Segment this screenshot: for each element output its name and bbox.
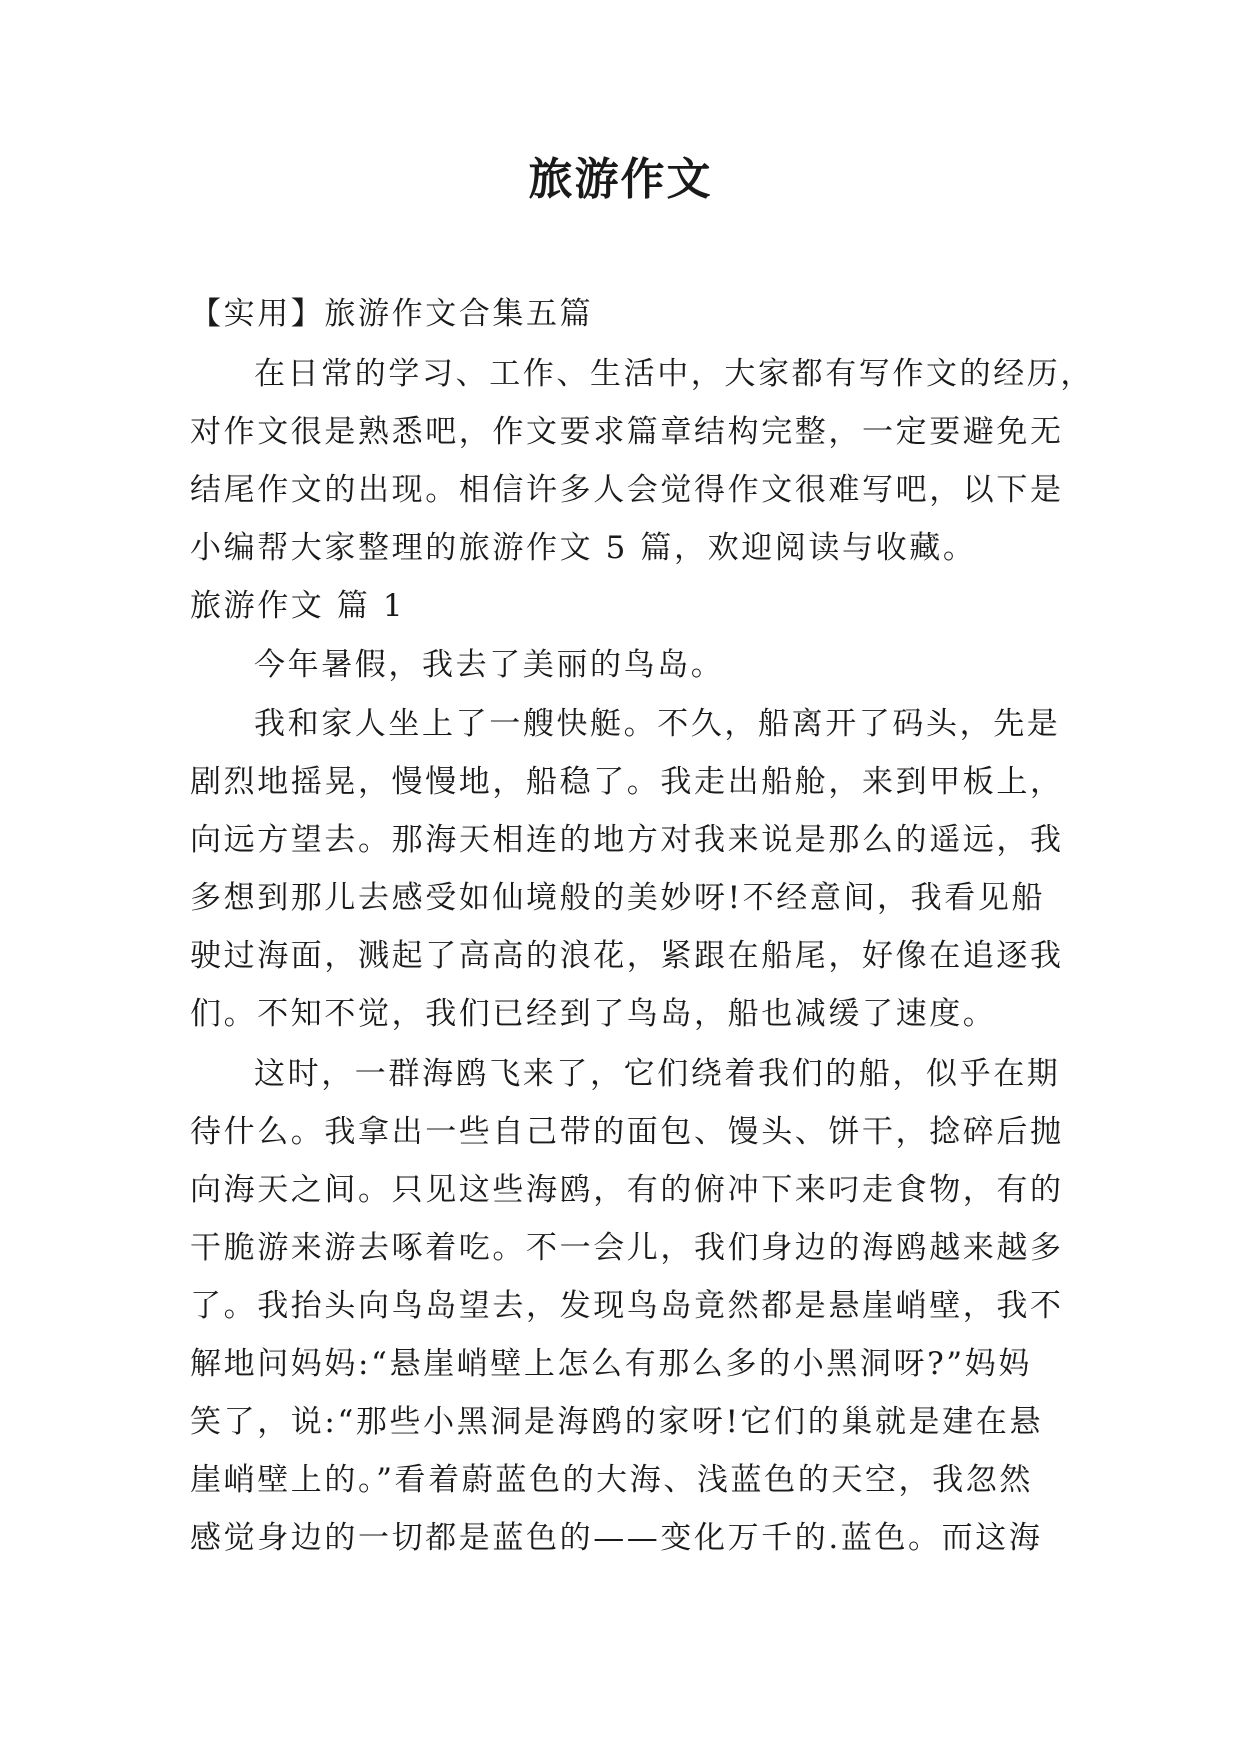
text-line: 驶过海面，溅起了高高的浪花，紧跟在船尾，好像在追逐我 — [190, 938, 1064, 974]
text-line: 们。不知不觉，我们已经到了鸟岛，船也减缓了速度。 — [190, 996, 997, 1032]
text-line: 崖峭壁上的。”看着蔚蓝色的大海、浅蓝色的天空，我忽然 — [190, 1462, 1033, 1498]
section-heading: 旅游作文 篇 1 — [190, 588, 406, 624]
text-line: 对作文很是熟悉吧，作文要求篇章结构完整，一定要避免无 — [190, 414, 1064, 450]
text-line: 结尾作文的出现。相信许多人会觉得作文很难写吧，以下是 — [190, 472, 1064, 508]
text-line: 我和家人坐上了一艘快艇。不久，船离开了码头，先是 — [254, 706, 1061, 742]
text-line: 向海天之间。只见这些海鸥，有的俯冲下来叼走食物，有的 — [190, 1172, 1064, 1208]
document-title: 旅游作文 — [528, 154, 713, 205]
text-line: 了。我抬头向鸟岛望去，发现鸟岛竟然都是悬崖峭壁，我不 — [190, 1288, 1064, 1324]
text-line: 干脆游来游去啄着吃。不一会儿，我们身边的海鸥越来越多 — [190, 1230, 1064, 1266]
text-line: 多想到那儿去感受如仙境般的美妙呀!不经意间，我看见船 — [190, 880, 1046, 916]
text-line: 解地问妈妈:“悬崖峭壁上怎么有那么多的小黑洞呀?”妈妈 — [190, 1346, 1032, 1382]
text-line: 待什么。我拿出一些自己带的面包、馒头、饼干，捻碎后抛 — [190, 1114, 1064, 1150]
text-line: 向远方望去。那海天相连的地方对我来说是那么的遥远，我 — [190, 822, 1064, 858]
text-line: 剧烈地摇晃，慢慢地，船稳了。我走出船舱，来到甲板上， — [190, 764, 1064, 800]
text-line: 今年暑假，我去了美丽的鸟岛。 — [254, 647, 725, 683]
text-line: 这时，一群海鸥飞来了，它们绕着我们的船，似乎在期 — [254, 1056, 1061, 1092]
text-line: 在日常的学习、工作、生活中，大家都有写作文的经历， — [254, 356, 1094, 392]
text-line: 小编帮大家整理的旅游作文 5 篇，欢迎阅读与收藏。 — [190, 530, 977, 566]
subtitle-line: 【实用】旅游作文合集五篇 — [190, 296, 594, 332]
text-line: 笑了，说:“那些小黑洞是海鸥的家呀!它们的巢就是建在悬 — [190, 1404, 1043, 1440]
text-line: 感觉身边的一切都是蓝色的——变化万千的.蓝色。而这海 — [190, 1520, 1043, 1556]
